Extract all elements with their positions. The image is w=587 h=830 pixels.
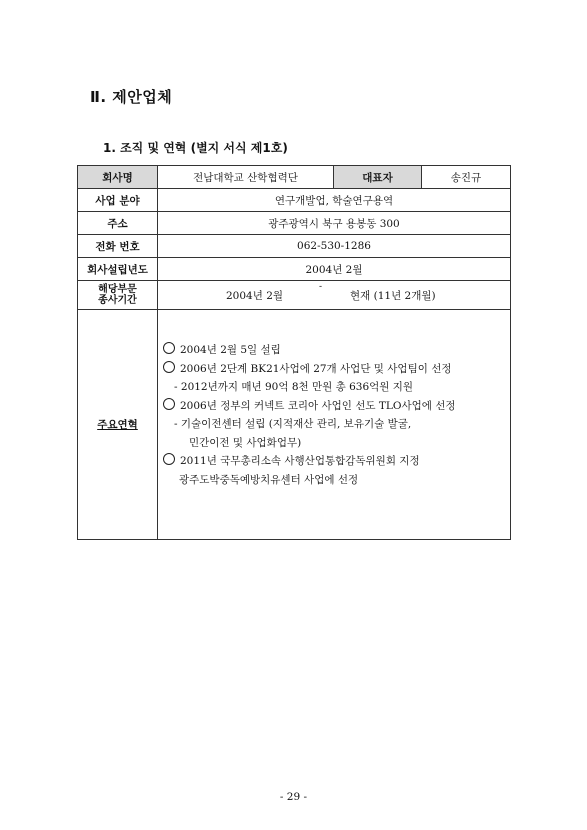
- field-value: 연구개발업, 학술연구용역: [158, 189, 511, 212]
- period-label: [78, 281, 158, 310]
- field-label: 사업 분야: [78, 189, 158, 212]
- list-item: 2006년 2단계 BK21사업에 27개 사업단 및 사업팀이 선정: [163, 360, 510, 379]
- table-row: [78, 166, 511, 189]
- company-info-table: [77, 165, 511, 540]
- list-item: 민간이전 및 사업화업무): [189, 436, 302, 449]
- list-item: - 2012년까지 매년 90억 8천 만원 총 636억원 지원: [174, 381, 414, 393]
- circle-bullet-icon: [163, 342, 175, 354]
- sub-title: 1. 조직 및 연혁 (별지 서식 제1호): [103, 141, 288, 155]
- page-number: - 29 -: [279, 791, 308, 803]
- founded-value: 2004년 2월: [158, 258, 511, 281]
- address-value: 광주광역시 북구 용봉동 300: [158, 212, 511, 235]
- period-label-line2: 종사기간: [98, 295, 137, 306]
- company-label: 회사명: [78, 166, 158, 189]
- rep-label: 대표자: [334, 166, 422, 189]
- period-dash: -: [319, 282, 323, 292]
- phone-label: 전화 번호: [78, 235, 158, 258]
- company-value: 전남대학교 산학협력단: [158, 166, 334, 189]
- section-title: Ⅱ. 제안업체: [90, 88, 173, 106]
- history-label: 주요연혁: [97, 419, 138, 431]
- circle-bullet-icon: [163, 453, 175, 465]
- circle-bullet-icon: [163, 361, 175, 373]
- founded-label: 회사설립년도: [78, 258, 158, 281]
- table-row: [78, 258, 511, 281]
- period-value: [158, 281, 511, 310]
- table-row: [78, 235, 511, 258]
- period-to: 현재 (11년 2개월): [350, 290, 436, 302]
- period-label-line1: 해당부문: [98, 284, 137, 295]
- table-row: [78, 189, 511, 212]
- table-row: [78, 310, 511, 540]
- list-item: 2011년 국무총리소속 사행산업통합감독위원회 지정: [163, 452, 510, 471]
- table-row: [78, 281, 511, 310]
- circle-bullet-icon: [163, 398, 175, 410]
- history-value: [158, 310, 511, 540]
- history-list: [158, 310, 510, 489]
- list-item: 2006년 정부의 커넥트 코리아 사업인 선도 TLO사업에 선정: [163, 397, 510, 416]
- phone-value: 062-530-1286: [158, 235, 511, 258]
- rep-value: 송진규: [422, 166, 511, 189]
- list-item: 2004년 2월 5일 설립: [163, 341, 510, 360]
- table-row: [78, 212, 511, 235]
- period-from: 2004년 2월: [226, 290, 284, 302]
- list-item: 광주도박중독예방치유센터 사업에 선정: [179, 473, 359, 486]
- list-item: - 기술이전센터 설립 (지적재산 관리, 보유기술 발굴,: [174, 418, 412, 430]
- history-label-cell: [78, 310, 158, 540]
- address-label: 주소: [78, 212, 158, 235]
